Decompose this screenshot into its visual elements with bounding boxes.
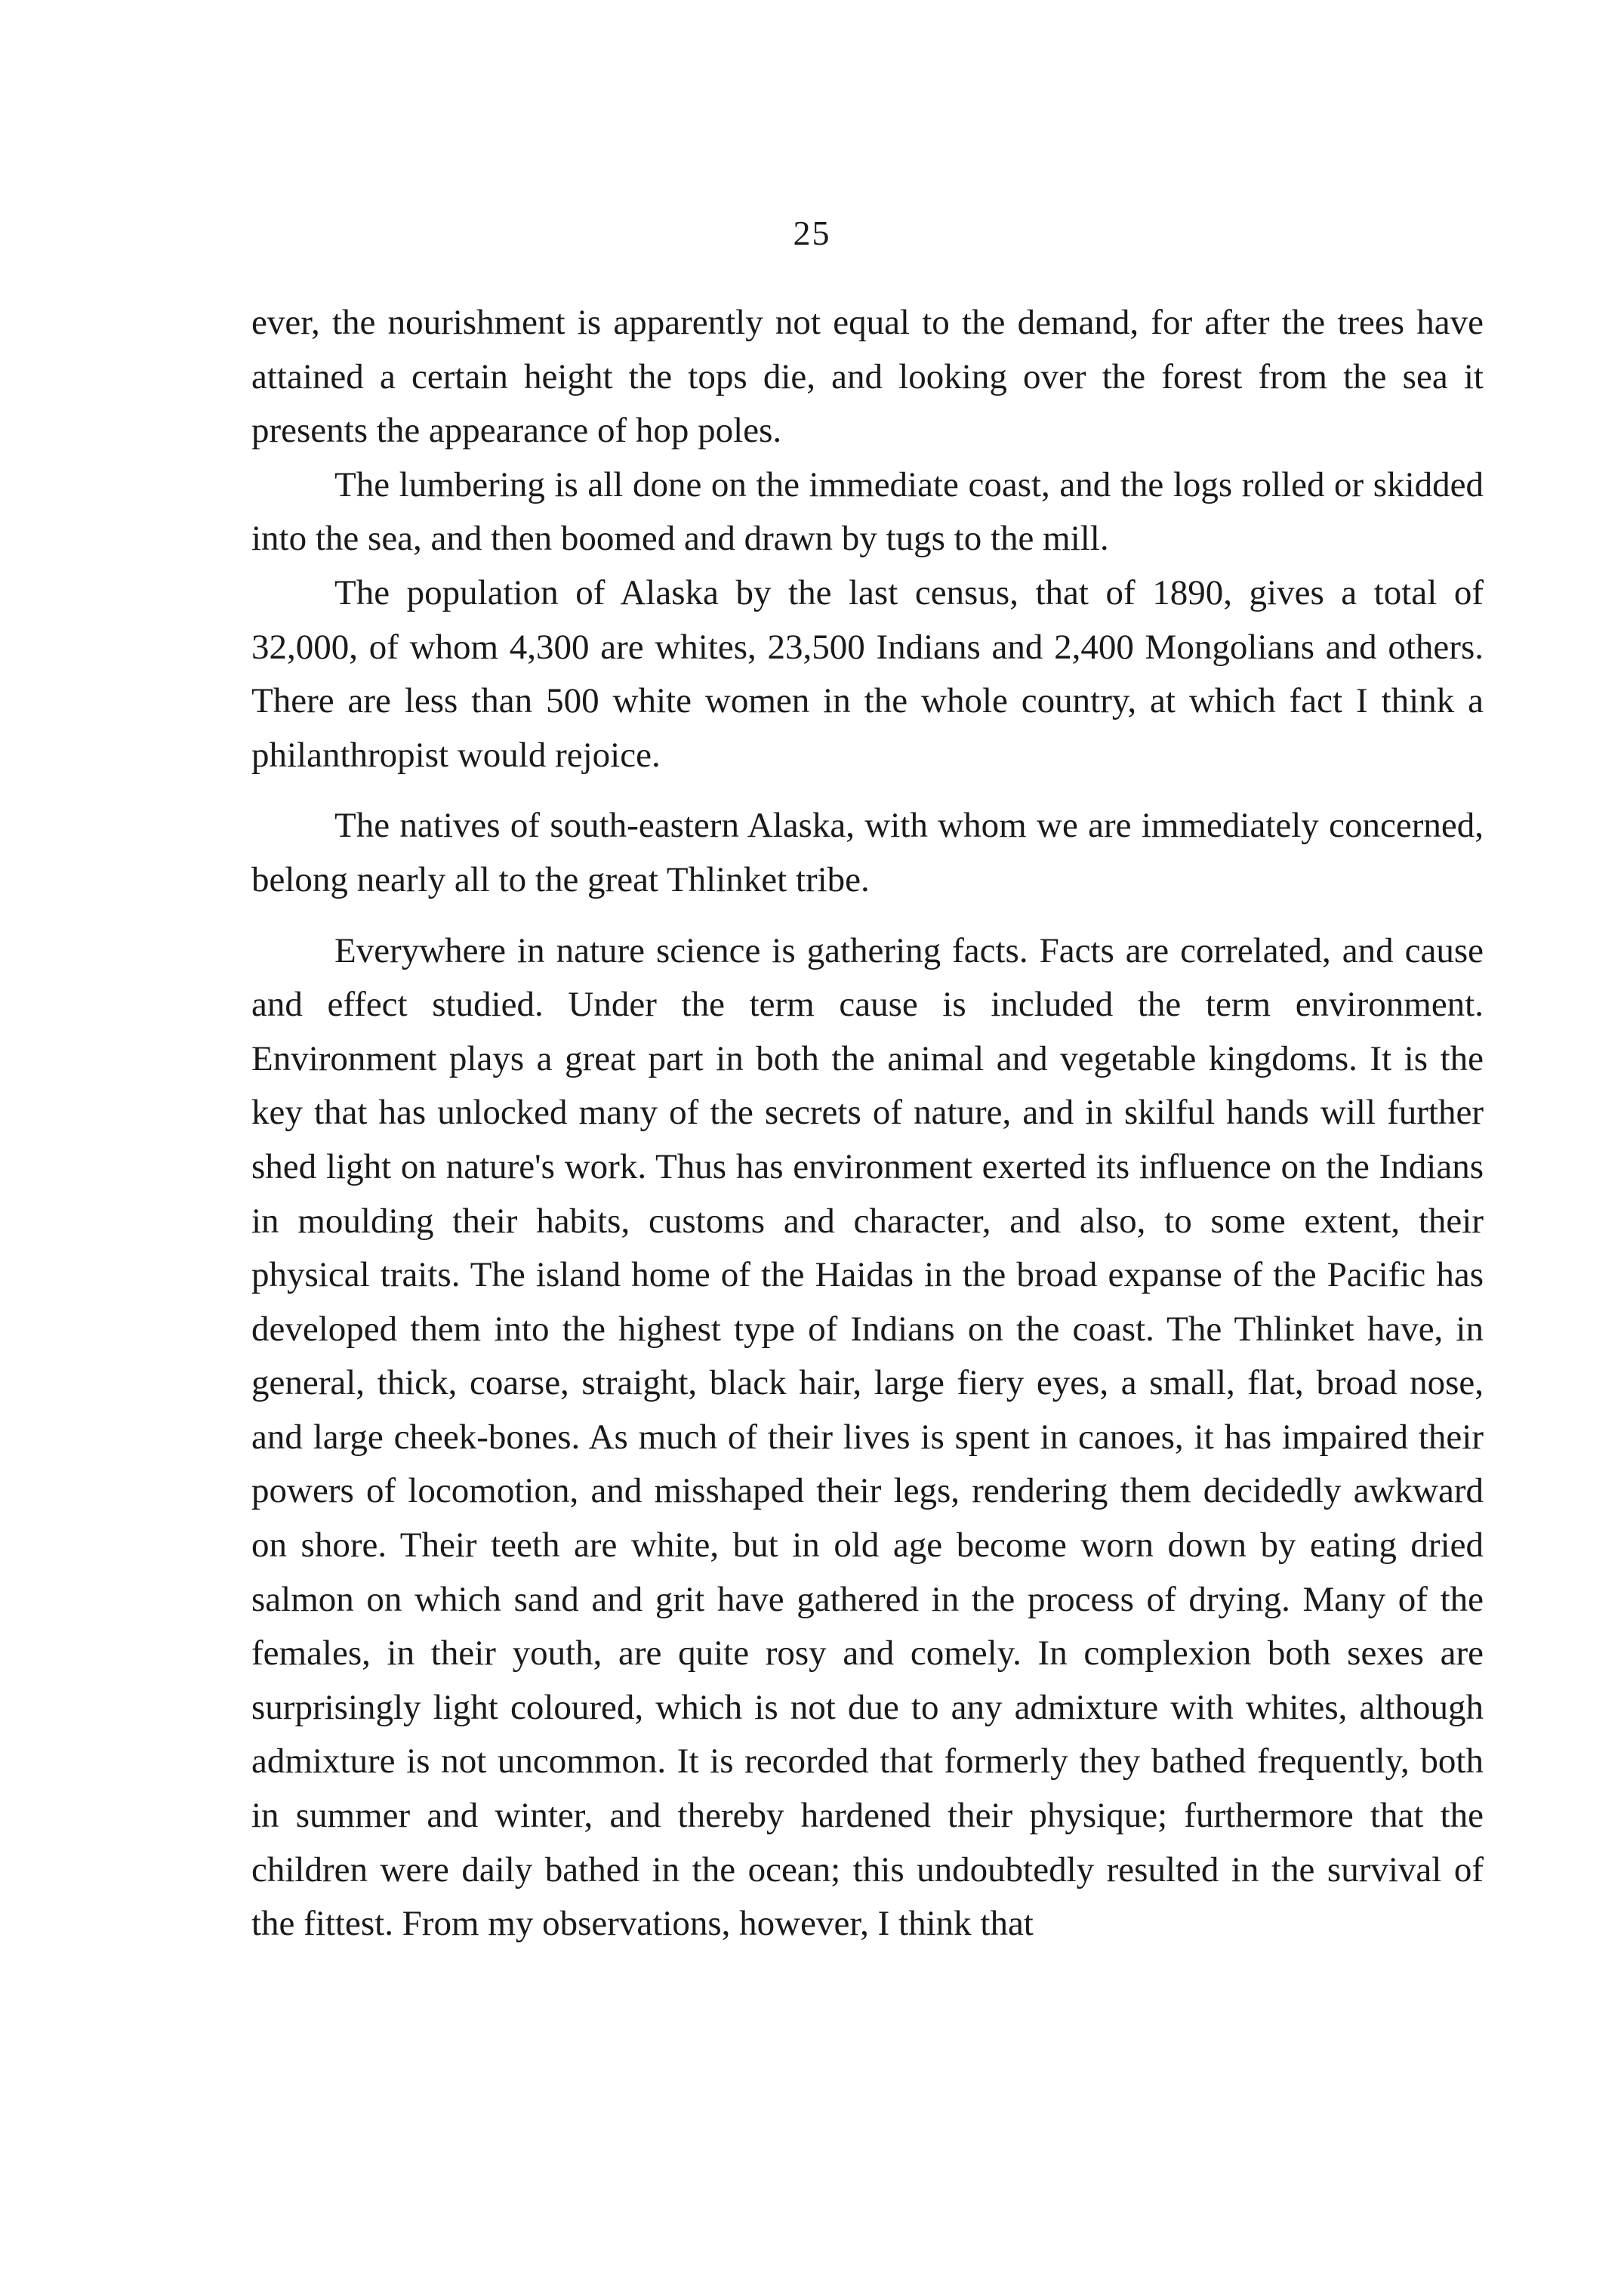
paragraph-continuation: ever, the nourishment is apparently not equal to the demand, for after the trees have attained a certain height the tops die, and looking over the forest from the sea it presents the appearance of hop poles. xyxy=(251,303,1484,451)
paragraph-natives: The natives of south-eastern Alaska, with whom we are immediately concerned, belong nearly all to the great Thlinket tribe. xyxy=(251,806,1484,899)
paragraph-gap xyxy=(251,908,1484,924)
body-text xyxy=(251,296,1484,1951)
page-number: 25 xyxy=(793,214,831,252)
paragraph-gap xyxy=(251,782,1484,799)
paragraph-population: The population of Alaska by the last census, that of 1890, gives a total of 32,000, of whom 4,300 are whites, 23,500 Indians and 2,400 Mongolians and others. There are less than 500 white women in the whole country, at which fact I think a philanthropist would rejoice. xyxy=(251,572,1484,775)
paragraph-environment: Everywhere in nature science is gathering facts. Facts are correlated, and cause and effect studied. Under the term cause is included the term environment. Environment plays a great part in both the animal and vegetable kingdoms. It is the key that has unlocked many of the secrets of nature, and in skilful hands will further shed light on nature's work. Thus has environment exerted its influence on the Indians in moulding their habits, customs and character, and also, to some extent, their physical traits. The island home of the Haidas in the broad expanse of the Pacific has developed them into the highest type of Indians on the coast. The Thlinket have, in general, thick, coarse, straight, black hair, large fiery eyes, a small, flat, broad nose, and large cheek-bones. As much of their lives is spent in canoes, it has impaired their powers of locomotion, and misshaped their legs, rendering them decidedly awkward on shore. Their teeth are white, but in old age become worn down by eating dried salmon on which sand and grit have gathered in the process of drying. Many of the females, in their youth, are quite rosy and comely. In complexion both sexes are surprisingly light coloured, which is not due to any admixture with whites, although admixture is not uncommon. It is recorded that formerly they bathed frequently, both in summer and winter, and thereby hardened their physique; furthermore that the children were daily bathed in the ocean; this undoubtedly resulted in the survival of the fittest. From my observations, however, I think that xyxy=(251,930,1484,1944)
paragraph-lumbering: The lumbering is all done on the immediate coast, and the logs rolled or skidded into the sea, and then boomed and drawn by tugs to the mill. xyxy=(251,464,1484,559)
